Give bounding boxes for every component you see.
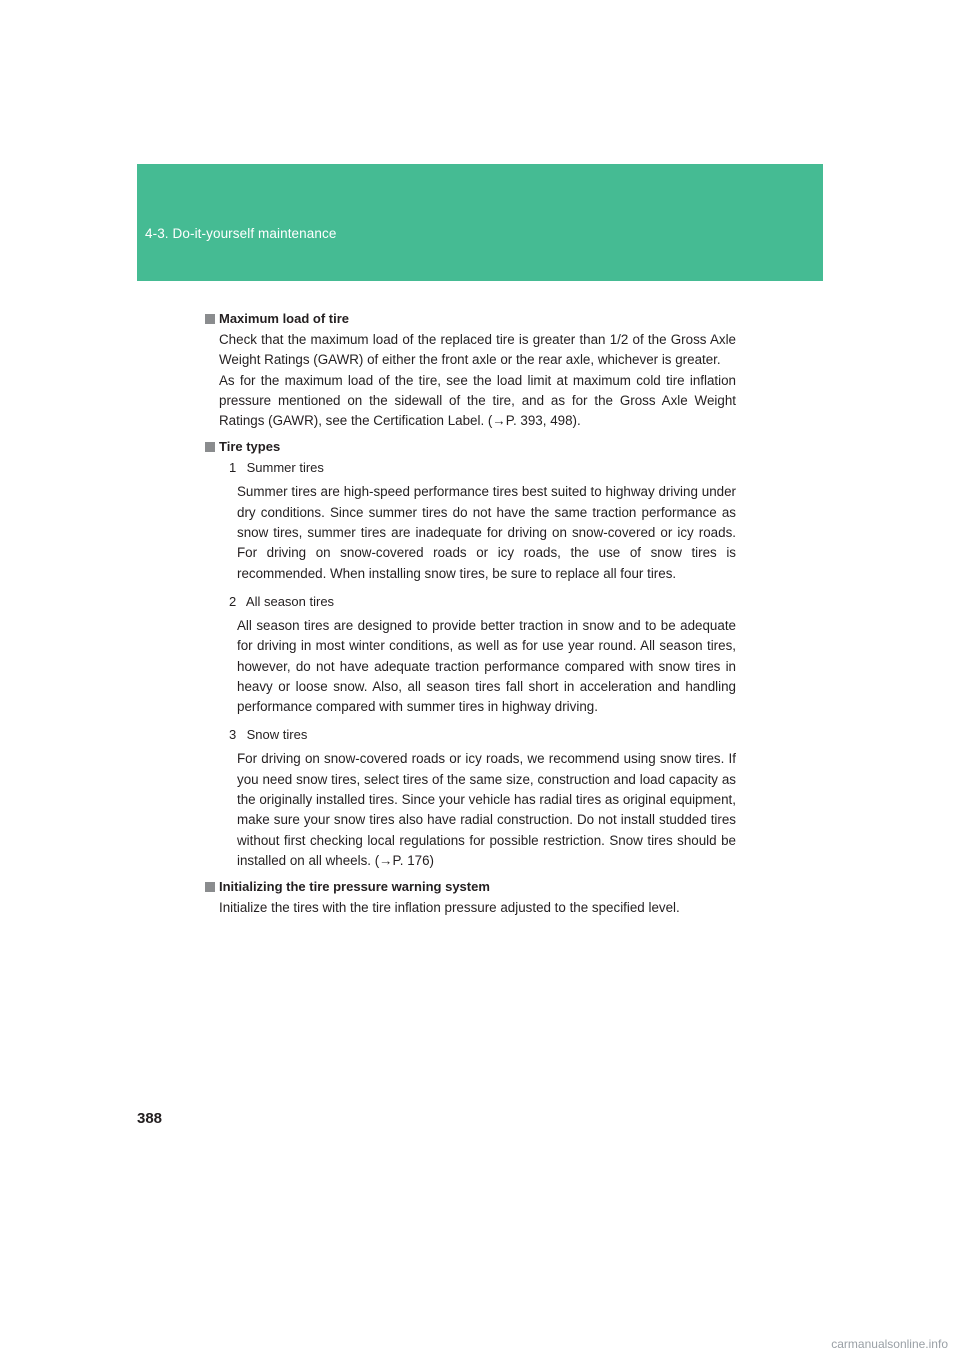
item-title: Snow tires (246, 727, 308, 743)
paragraph: As for the maximum load of the tire, see the load limit at maximum cold tire inflation pressure mentioned on the sidewall of the tire, and as for the Gross Axle Weight Ratings (GAWR), see the Certification Label. (→P. 393, 498). (219, 372, 736, 429)
chapter-header-band (137, 164, 823, 281)
item-title: Summer tires (246, 460, 324, 476)
item-number: 1 (229, 460, 237, 476)
paragraph: Initialize the tires with the tire inflation pressure adjusted to the specified level. (219, 900, 680, 916)
chapter-title: 4-3. Do-it-yourself maintenance (145, 226, 337, 241)
square-bullet-icon (205, 882, 215, 892)
list-item (229, 725, 736, 871)
section-heading: Tire types (219, 439, 281, 455)
square-bullet-icon (205, 442, 215, 452)
paragraph: Check that the maximum load of the replaced tire is greater than 1/2 of the Gross Axle Weight Ratings (GAWR) of either the front axle or the rear axle, whichever is greater. (219, 332, 736, 368)
list-item (229, 592, 736, 717)
item-text: Summer tires are high-speed performance tires best suited to highway driving under dry conditions. Since summer tires do not have the same traction performance as snow tires, summer tires are inadequate for driving on snow-covered or icy roads. For driving on snow-covered roads or icy roads, the use of snow tires is recommended. When installing snow tires, be sure to replace all four tires. (237, 484, 736, 581)
section-maximum-load (205, 310, 736, 431)
square-bullet-icon (205, 314, 215, 324)
item-number: 3 (229, 727, 237, 743)
watermark: carmanualsonline.info (831, 1337, 948, 1351)
page-content (205, 310, 736, 919)
item-text: For driving on snow-covered roads or icy roads, we recommend using snow tires. If you need snow tires, select tires of the same size, construction and load capacity as the originally installed tires. Since your vehicle has radial tires as original equipment, make sure your snow tires also have radial construction. Do not install studded tires without first checking local regulations for possible restriction. Snow tires should be installed on all wheels. (→P. 176) (237, 751, 736, 868)
section-heading: Maximum load of tire (219, 311, 350, 326)
list-item (229, 458, 736, 583)
item-number: 2 (229, 593, 237, 609)
section-heading: Initializing the tire pressure warning system (219, 879, 490, 895)
item-text: All season tires are designed to provide better traction in snow and to be adequate for driving in most winter conditions, as well as for use year round. All season tires, however, do not have adequate traction performance compared with snow tires in heavy or loose snow. Also, all season tires fall short in acceleration and handling performance compared with summer tires in highway driving. (237, 617, 736, 715)
item-title: All season tires (245, 593, 335, 609)
page-number: 388 (137, 1110, 163, 1127)
section-initializing (205, 878, 736, 918)
section-tire-types (205, 438, 736, 871)
